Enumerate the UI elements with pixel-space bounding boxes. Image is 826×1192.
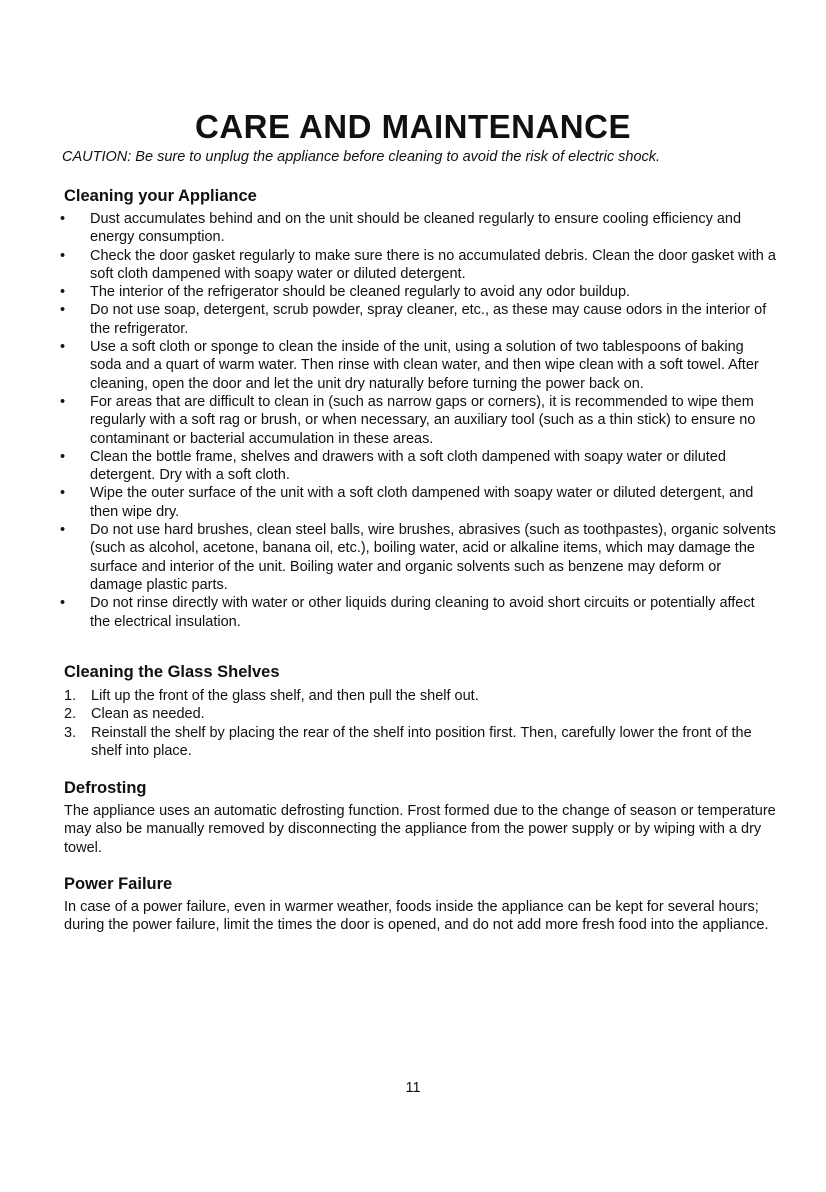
cleaning-appliance-list	[60, 210, 776, 631]
cleaning-appliance-list-wrapper	[60, 210, 776, 631]
list-item-text: Do not use hard brushes, clean steel balls, wire brushes, abrasives (such as toothpastes), organic solvents (such as alcohol, acetone, banana oil, etc.), boiling water, acid or alkaline items, which may damage the surface and interior of the unit. Boiling water and organic solvents such as benzene may deform or damage plastic parts.	[90, 522, 776, 593]
list-item-text: The interior of the refrigerator should be cleaned regularly to avoid any odor buildup.	[90, 284, 631, 301]
section-heading-power-failure: Power Failure	[64, 875, 173, 893]
step-item	[64, 705, 776, 723]
glass-shelves-steps	[64, 687, 776, 760]
list-item-text: Use a soft cloth or sponge to clean the inside of the unit, using a solution of two tablespoons of baking soda and a quart of warm water. Then rinse with clean water, and then wipe clean with a soft towel. After cleaning, open the door and let the unit dry naturally before turning the power back on.	[90, 339, 759, 392]
list-item-text: Wipe the outer surface of the unit with a soft cloth dampened with soapy water or diluted detergent, and then wipe dry.	[90, 485, 754, 520]
defrosting-text: The appliance uses an automatic defrosting function. Frost formed due to the change of season or temperature may also be manually removed by disconnecting the appliance from the power supply or by wiping with a dry towel.	[64, 803, 776, 856]
list-item	[60, 448, 776, 485]
step-item	[64, 724, 776, 761]
page-title: CARE AND MAINTENANCE	[195, 108, 631, 145]
section-heading-glass-shelves: Cleaning the Glass Shelves	[64, 663, 280, 681]
step-item	[64, 687, 776, 705]
glass-shelves-steps-wrapper	[64, 687, 776, 760]
list-item	[60, 521, 776, 594]
list-item-text: Check the door gasket regularly to make sure there is no accumulated debris. Clean the door gasket with a soft cloth dampened with soapy water or diluted detergent.	[90, 247, 776, 282]
step-number: 3.	[64, 724, 77, 741]
list-item	[60, 301, 776, 338]
section-heading-cleaning-appliance: Cleaning your Appliance	[64, 187, 257, 205]
page-number: 11	[405, 1080, 421, 1096]
bullet-icon: •	[60, 448, 66, 465]
list-item-text: For areas that are difficult to clean in (such as narrow gaps or corners), it is recommended to wipe them regularly with a soft rag or brush, or when necessary, an auxiliary tool (such as a thin stick) to ensure no contaminant or bacterial accumulation in these areas.	[90, 393, 756, 447]
bullet-icon: •	[60, 393, 66, 410]
bullet-icon: •	[60, 284, 66, 301]
bullet-icon: •	[60, 522, 66, 539]
section-heading-defrosting: Defrosting	[64, 779, 147, 797]
list-item	[60, 393, 776, 448]
list-item	[60, 594, 776, 631]
power-failure-text: In case of a power failure, even in warmer weather, foods inside the appliance can be kept for several hours; during the power failure, limit the times the door is opened, and do not add more fresh food into the appliance.	[64, 899, 769, 934]
bullet-icon: •	[60, 247, 66, 264]
list-item	[60, 210, 776, 247]
list-item-text: Dust accumulates behind and on the unit should be cleaned regularly to ensure cooling efficiency and energy consumption.	[90, 211, 742, 246]
list-item	[60, 338, 776, 393]
step-text: Clean as needed.	[91, 706, 205, 723]
list-item	[60, 283, 776, 301]
step-text: Reinstall the shelf by placing the rear of the shelf into position first. Then, carefully lower the front of the shelf into place.	[91, 724, 752, 759]
list-item	[60, 247, 776, 284]
bullet-icon: •	[60, 339, 66, 356]
bullet-icon: •	[60, 302, 66, 319]
list-item-text: Do not rinse directly with water or other liquids during cleaning to avoid short circuits or potentially affect the electrical insulation.	[90, 595, 755, 630]
bullet-icon: •	[60, 595, 66, 612]
bullet-icon: •	[60, 485, 66, 502]
step-number: 2.	[64, 706, 77, 723]
list-item-text: Do not use soap, detergent, scrub powder, spray cleaner, etc., as these may cause odors in the interior of the refrigerator.	[90, 302, 767, 337]
step-text: Lift up the front of the glass shelf, and then pull the shelf out.	[91, 688, 479, 704]
list-item	[60, 484, 776, 521]
power-failure-text-wrapper	[64, 898, 776, 935]
list-item-text: Clean the bottle frame, shelves and drawers with a soft cloth dampened with soapy water or diluted detergent. Dry with a soft cloth.	[90, 448, 726, 484]
caution-note: CAUTION: Be sure to unplug the appliance before cleaning to avoid the risk of electric shock.	[62, 149, 661, 165]
step-number: 1.	[64, 688, 77, 704]
bullet-icon: •	[60, 211, 66, 227]
defrosting-text-wrapper	[64, 802, 776, 857]
